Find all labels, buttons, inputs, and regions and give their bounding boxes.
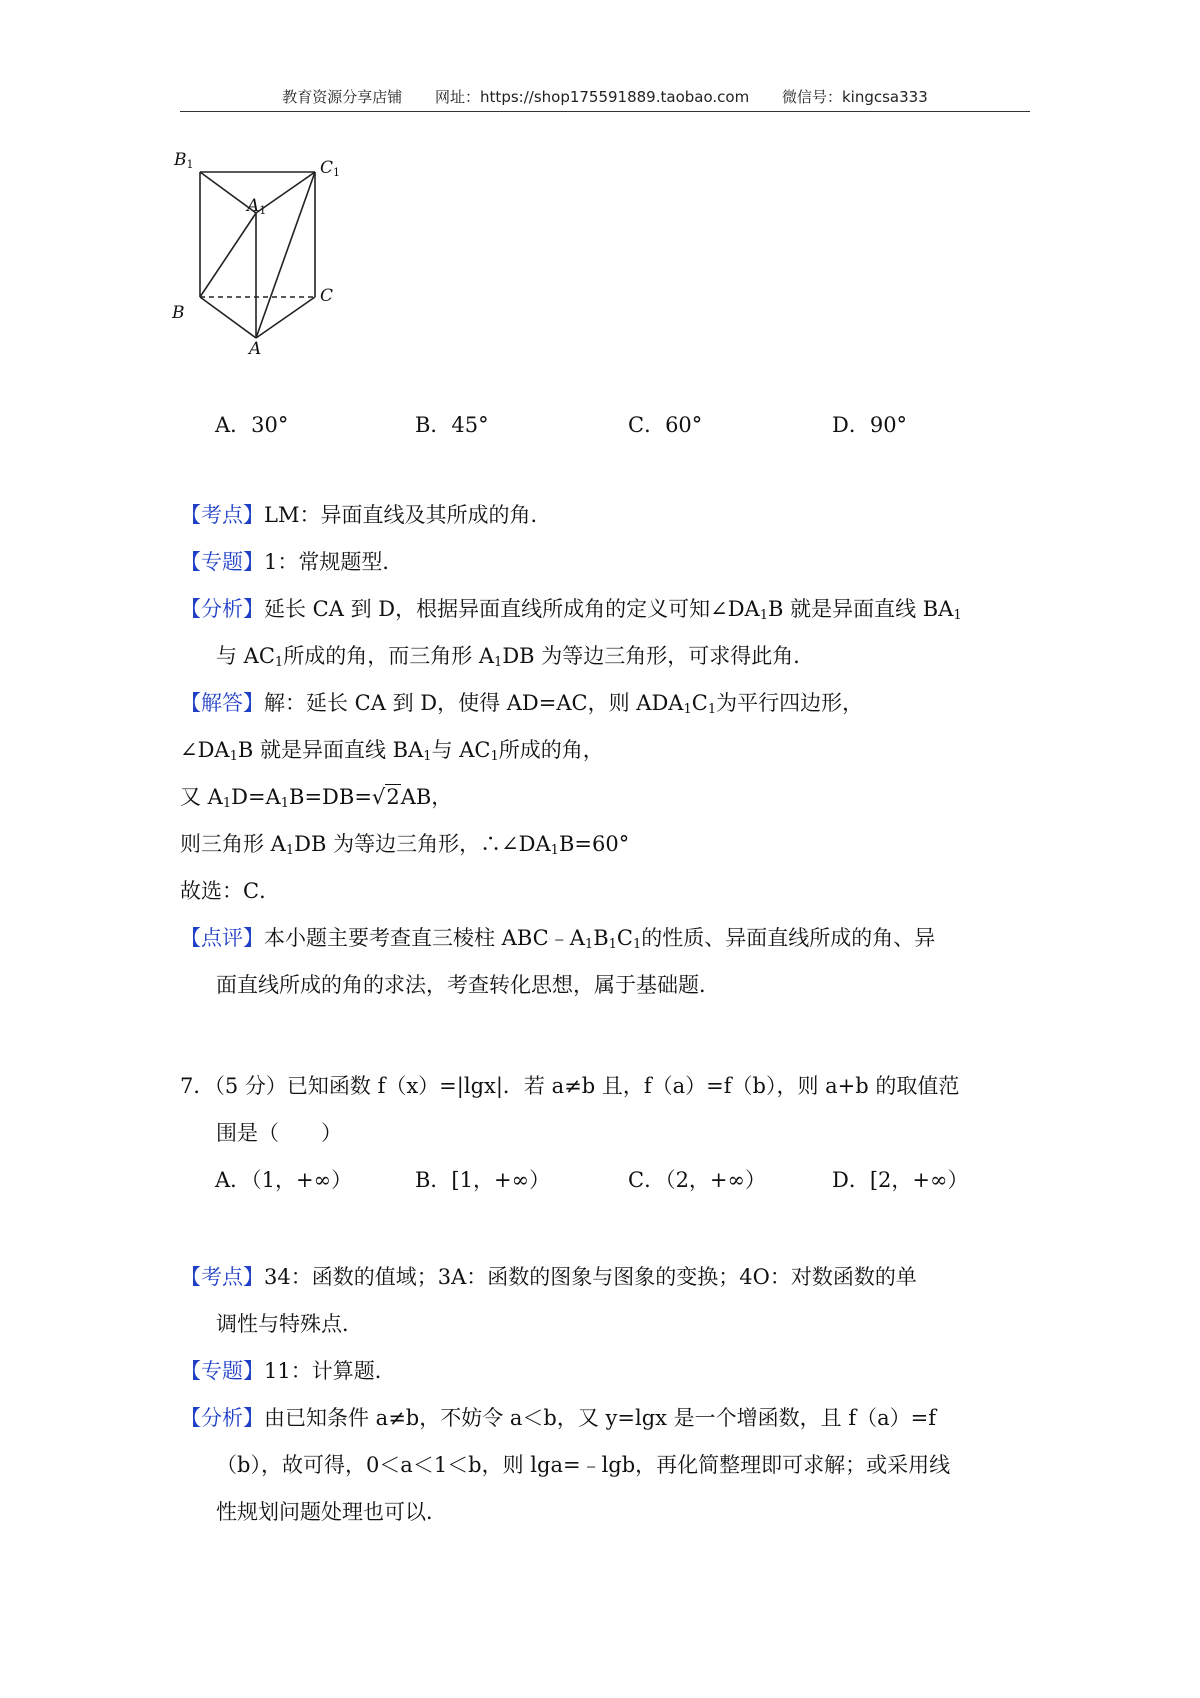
shop-name: 教育资源分享店铺 (282, 88, 403, 106)
q7-fenxi-line3: 性规划问题处理也可以． (216, 1500, 447, 1524)
shop-url[interactable]: 网址：https://shop175591889.taobao.com (435, 88, 750, 106)
label-a1: A1 (247, 196, 267, 217)
sqrt-symbol: √2 (371, 785, 400, 809)
wechat-id: 微信号：kingcsa333 (781, 88, 928, 106)
q7-zhuanti: 【专题】11：计算题． (180, 1359, 396, 1383)
edge-b-a (200, 297, 256, 338)
q6-options (215, 407, 1035, 443)
q6-jieda-line3: 又 $A_1D=A_1B=DB=√2AB$， (180, 774, 452, 827)
edge-a-c (256, 297, 315, 338)
q7-option-a[interactable]: A．（1，+∞） (215, 1168, 353, 1192)
q7-kaodian-line1: 【考点】34：函数的值域；3A：函数的图象与图象的变换；4O：对数函数的单 (180, 1265, 917, 1289)
page-header (180, 86, 1030, 110)
q7-stem-line1: 7．（5 分）已知函数 f（x）=|lgx|．若 a≠b 且，f（a）=f（b），则 a+b 的取值范 (180, 1074, 960, 1098)
header-divider (180, 111, 1030, 112)
label-c1: C1 (320, 158, 341, 179)
q7-fenxi-line2: （b），故可得，0＜a＜1＜b，则 lga=﹣lgb，再化简整理即可求解；或采用线 (216, 1453, 951, 1477)
q6-fenxi-line2: 与 $AC_1$所成的角，而三角形 $A_1DB$ 为等边三角形，可求得此角． (216, 644, 815, 670)
label-c: C (320, 286, 334, 306)
q7-fenxi-line1: 【分析】由已知条件 a≠b，不妨令 a＜b，又 y=lgx 是一个增函数，且 f（a）=f (180, 1406, 937, 1430)
prism-figure (172, 150, 380, 385)
label-b: B (172, 303, 185, 323)
q6-jieda-line4: 则三角形 $A_1DB$ 为等边三角形，$\therefore\angle DA_1B=60^\circ$ (180, 832, 630, 858)
q6-kaodian: 【考点】LM：异面直线及其所成的角． (180, 503, 552, 527)
label-b1: B1 (174, 150, 194, 171)
q7-options (215, 1162, 1035, 1198)
q7-option-b[interactable]: B．[1，+∞） (415, 1168, 551, 1192)
q6-option-d[interactable]: D．90° (832, 413, 908, 437)
q6-fenxi-line1: 【分析】延长 CA 到 D，根据异面直线所成角的定义可知$\angle DA_1B$ 就是异面直线 $BA_1$ (180, 597, 962, 623)
q6-option-c[interactable]: C．60° (628, 413, 703, 437)
diag-b-a1 (200, 213, 256, 297)
diag-a-c1 (256, 172, 315, 338)
q6-zhuanti: 【专题】1：常规题型． (180, 550, 404, 574)
q7-option-c[interactable]: C．（2，+∞） (628, 1168, 767, 1192)
label-a: A (249, 339, 262, 359)
q7-stem-line2: 围是（ ） (216, 1121, 342, 1145)
q6-guxuan: 故选：C． (180, 879, 281, 903)
q6-option-a[interactable]: A．30° (215, 413, 289, 437)
q6-jieda-line1: 【解答】解：延长 CA 到 D，使得 AD=AC，则 $ADA_1C_1$为平行四边形， (180, 691, 864, 717)
q6-option-b[interactable]: B．45° (415, 413, 489, 437)
q7-option-d[interactable]: D．[2，+∞） (832, 1168, 969, 1192)
q6-dianping-line1: 【点评】本小题主要考查直三棱柱 $ABC﹣A_1B_1C_1$的性质、异面直线所成的角、异 (180, 926, 936, 952)
q6-dianping-line2: 面直线所成的角的求法，考查转化思想，属于基础题． (216, 973, 720, 997)
q7-kaodian-line2: 调性与特殊点． (216, 1312, 363, 1336)
q6-jieda-line2: $\angle DA_1B$ 就是异面直线 $BA_1$与 $AC_1$所成的角， (180, 738, 604, 764)
